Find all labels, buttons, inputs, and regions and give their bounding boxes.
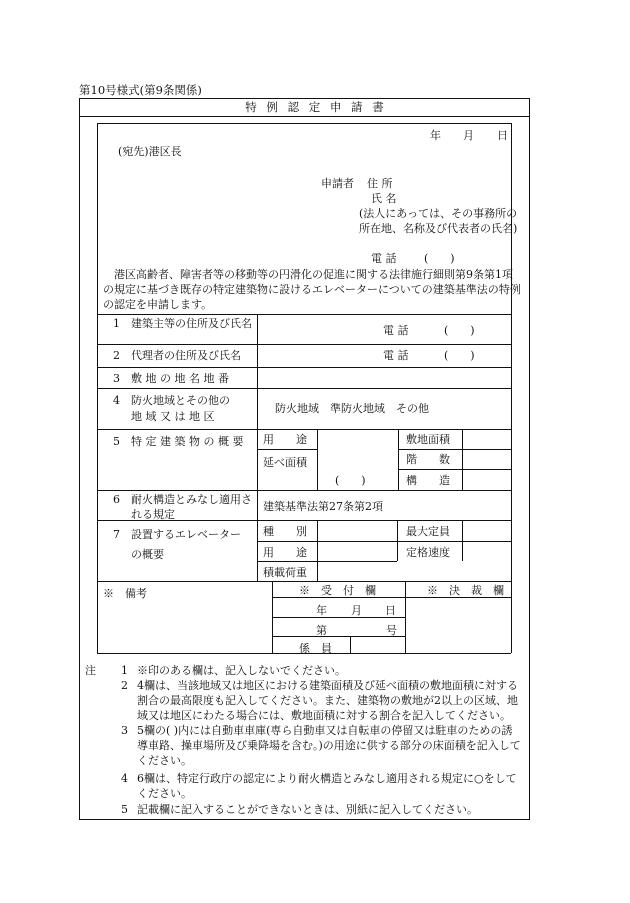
form-title: 特 例 認 定 申 請 書	[245, 100, 387, 114]
note-5-number: 5	[121, 803, 128, 816]
cell-divider	[462, 520, 463, 561]
remarks-label: ※ 備考	[103, 587, 147, 600]
applicant-phone-parens: ( )	[424, 252, 455, 265]
note-1-number: 1	[121, 664, 128, 677]
row-5-label: 特 定 建 築 物 の 概 要	[131, 435, 244, 448]
row-4-label-line-2: 地 域 又 は 地 区	[131, 410, 215, 423]
notes-prefix: 注	[85, 664, 96, 677]
row-1-label: 建築主等の住所及び氏名	[131, 317, 252, 330]
elevator-use-label: 用 途	[263, 546, 307, 559]
total-floor-area-label: 延べ面積	[263, 456, 307, 469]
row-6-number: 6	[113, 493, 120, 506]
reception-day-label: 日	[385, 604, 396, 617]
row-1-phone-label: 電 話	[383, 324, 409, 337]
cell-divider	[257, 561, 397, 562]
row-2-phone-parens: ( )	[444, 349, 475, 362]
reception-year-label: 年	[316, 604, 327, 617]
form-number-label: 第10号様式(第9条関係)	[79, 83, 202, 97]
note-2-number: 2	[121, 679, 128, 692]
row-7-number: 7	[113, 528, 120, 541]
row-6-label: 耐火構造とみなし適用される規定	[131, 493, 252, 521]
note-1: ※印のある欄は、記入しないでください。	[137, 664, 346, 677]
site-area-label: 敷地面積	[406, 433, 450, 446]
row-2-label: 代理者の住所及び氏名	[131, 349, 241, 362]
application-statement: 港区高齢者、障害者等の移動等の円滑化の促進に関する法律施行細則第9条第1項の規定に基づき既存の特定建築物に設けるエレベーターについての建築基準法の特例の認定を申請します。	[103, 268, 521, 311]
row-divider	[97, 429, 511, 430]
reception-staff-divider	[350, 636, 351, 653]
row-divider	[97, 344, 511, 345]
addressee: (宛先)港区長	[118, 145, 182, 158]
inner-box-right	[511, 123, 512, 653]
applicant-label: 申請者	[321, 177, 354, 190]
load-capacity-label: 積載荷重	[263, 566, 307, 579]
row-2-number: 2	[113, 349, 120, 362]
max-capacity-label: 最大定員	[406, 525, 450, 538]
cell-divider	[398, 469, 511, 470]
cell-divider	[317, 520, 318, 581]
note-3: 5欄の( )内には自動車車庫(専ら自動車又は自転車の停留又は駐車のための誘導車路、操車場所及び乗降場を含む。)の用途に供する部分の床面積を記入してください。	[137, 724, 521, 767]
corporation-note: (法人にあっては、その事務所の所在地、名称及び代表者の氏名)	[359, 207, 518, 235]
cell-divider	[462, 429, 463, 490]
row-3-number: 3	[113, 372, 120, 385]
garage-area-parens: ( )	[335, 474, 366, 487]
applied-provision: 建築基準法第27条第2項	[263, 500, 383, 513]
row-1-number: 1	[113, 317, 120, 330]
floors-label: 階 数	[406, 453, 450, 466]
note-4-number: 4	[121, 772, 128, 785]
date-month-label: 月	[463, 129, 474, 142]
note-5: 記載欄に記入することができないときは、別紙に記入してください。	[137, 803, 478, 816]
row-3-label: 敷 地 の 地 名 地 番	[131, 372, 229, 385]
row-1-phone-parens: ( )	[444, 324, 475, 337]
row-divider	[97, 367, 511, 368]
cell-divider	[397, 520, 398, 561]
applicant-address-label: 住 所	[367, 177, 393, 190]
date-year-label: 年	[430, 129, 441, 142]
date-day-label: 日	[497, 129, 508, 142]
reception-number-prefix: 第	[316, 624, 327, 637]
decision-header: ※ 決 裁 欄	[427, 584, 504, 597]
row-divider	[97, 490, 511, 491]
note-2: 4欄は、当該地域又は地区における建築面積及び延べ面積の敷地面積に対する割合の最高限度も記入してください。また、建築物の敷地が2以上の区域、地域又は地区にわたる場合には、敷地面積に対する割合を記入してください。	[137, 679, 518, 722]
row-4-label-line-1: 防火地域とその他の	[131, 394, 230, 407]
applicant-phone-label: 電 話	[371, 252, 397, 265]
applicant-name-label: 氏 名	[371, 192, 397, 205]
cell-divider	[257, 541, 511, 542]
reception-month-label: 月	[351, 604, 362, 617]
reception-right-border	[405, 581, 406, 653]
fire-zone-options: 防火地域 準防火地域 その他	[275, 402, 429, 415]
structure-label: 構 造	[406, 474, 450, 487]
row-7-label-line-2: の概要	[131, 548, 164, 561]
cell-divider	[257, 449, 317, 450]
cell-divider	[398, 429, 399, 490]
rated-speed-label: 定格速度	[406, 546, 450, 559]
title-divider	[80, 116, 529, 117]
elevator-type-label: 種 別	[263, 525, 307, 538]
row-4-number: 4	[113, 394, 120, 407]
inner-box-top	[97, 123, 511, 124]
reception-number-suffix: 号	[386, 624, 397, 637]
row-divider	[97, 581, 511, 582]
row-2-phone-label: 電 話	[383, 349, 409, 362]
cell-divider	[398, 449, 511, 450]
row-5-number: 5	[113, 435, 120, 448]
row-divider	[97, 314, 511, 315]
reception-header: ※ 受 付 欄	[299, 584, 376, 597]
cell-divider	[317, 429, 318, 490]
note-3-number: 3	[121, 724, 128, 737]
building-use-label: 用 途	[263, 433, 307, 446]
note-4: 6欄は、特定行政庁の認定により耐火構造とみなし適用される規定に○をしてください。	[137, 772, 517, 800]
row-divider	[97, 388, 511, 389]
row-7-label-line-1: 設置するエレベーター	[131, 528, 241, 541]
reception-staff-label: 係 員	[299, 642, 332, 655]
